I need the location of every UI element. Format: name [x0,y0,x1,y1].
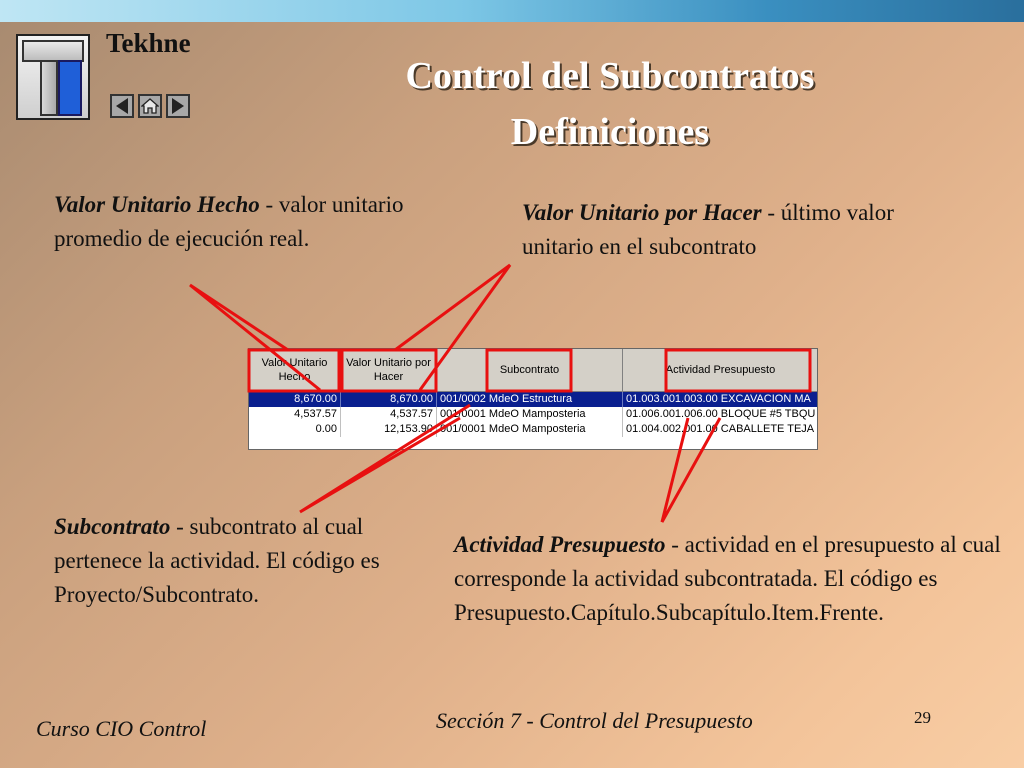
cell-valor-unitario-hecho: 8,670.00 [249,392,341,407]
footer-course: Curso CIO Control [36,716,207,741]
slide-navigation [110,94,190,118]
subcontract-grid[interactable] [248,348,818,450]
title-line-2: Definiciones [510,111,710,153]
cell-valor-unitario-hecho: 4,537.57 [249,407,341,422]
column-header-valor-unitario-por-hacer[interactable]: Valor Unitario por Hacer [341,349,437,391]
column-header-valor-unitario-hecho[interactable]: Valor Unitario Hecho [249,349,341,391]
definition-term: Subcontrato [54,514,171,539]
definition-text: - valor unitario promedio de ejecución real. [54,192,404,251]
definition-subcontrato [54,510,414,612]
cell-subcontrato: 001/0001 MdeO Mamposteria [437,422,623,437]
table-row[interactable] [249,407,817,422]
definition-text: - último valor unitario en el subcontrato [522,200,894,259]
table-row[interactable] [249,422,817,437]
footer-section: Sección 7 - Control del Presupuesto [436,708,753,733]
definition-text: - actividad en el presupuesto al cual corresponde la actividad subcontratada. El código es Presupuesto.Capítulo.Subcapítulo.Item.Frente. [454,532,1001,625]
definition-text: - subcontrato al cual pertenece la actividad. El código es Proyecto/Subcontrato. [54,514,380,607]
cell-actividad-presupuesto: 01.006.001.006.00 BLOQUE #5 TBQU [623,407,818,422]
definition-term: Valor Unitario por Hacer [522,200,762,225]
cell-valor-unitario-hecho: 0.00 [249,422,341,437]
definition-term: Actividad Presupuesto [454,532,666,557]
definition-actividad-presupuesto [454,528,1014,630]
top-gradient-bar [0,0,1024,22]
column-header-subcontrato[interactable]: Subcontrato [437,349,623,391]
cell-valor-unitario-por-hacer: 12,153.90 [341,422,437,437]
cell-actividad-presupuesto: 01.004.002.001.00 CABALLETE TEJA [623,422,818,437]
cell-valor-unitario-por-hacer: 8,670.00 [341,392,437,407]
home-icon [141,97,159,115]
cell-subcontrato: 001/0001 MdeO Mamposteria [437,407,623,422]
definition-valor-unitario-hecho [54,188,424,256]
slide-title [330,48,890,160]
cell-subcontrato: 001/0002 MdeO Estructura [437,392,623,407]
definition-valor-unitario-por-hacer [522,196,952,264]
cell-valor-unitario-por-hacer: 4,537.57 [341,407,437,422]
arrow-left-icon [116,98,128,114]
column-header-actividad-presupuesto[interactable]: Actividad Presupuesto [623,349,818,391]
title-line-1: Control del Subcontratos [405,55,815,97]
grid-header [249,349,817,392]
page-number: 29 [914,708,931,727]
cell-actividad-presupuesto: 01.003.001.003.00 EXCAVACION MA [623,392,818,407]
table-row[interactable] [249,392,817,407]
next-slide-button[interactable] [166,94,190,118]
definition-term: Valor Unitario Hecho [54,192,260,217]
previous-slide-button[interactable] [110,94,134,118]
tekhne-logo [16,34,90,120]
home-button[interactable] [138,94,162,118]
arrow-right-icon [172,98,184,114]
brand-name: Tekhne [106,28,191,58]
